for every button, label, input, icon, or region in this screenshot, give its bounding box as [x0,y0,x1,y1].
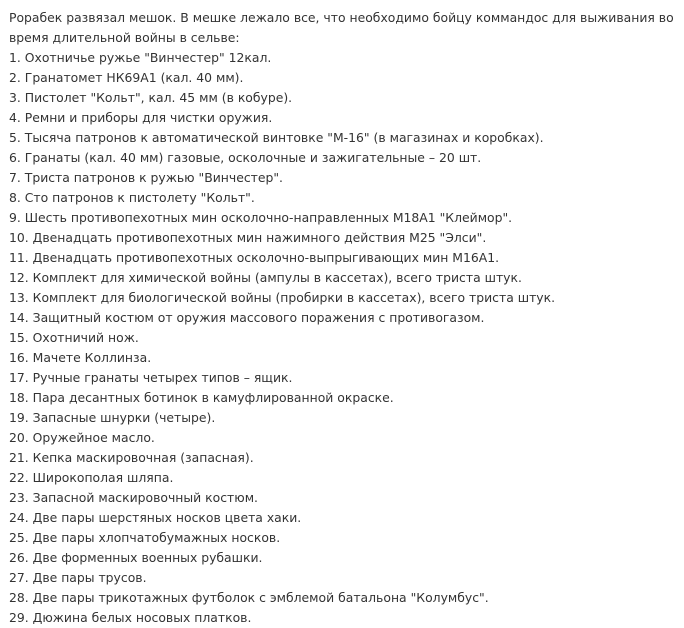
list-item: 29. Дюжина белых носовых платков. [9,610,252,625]
list-item: 17. Ручные гранаты четырех типов – ящик. [9,370,293,385]
list-item: 21. Кепка маскировочная (запасная). [9,450,254,465]
list-item: 3. Пистолет "Кольт", кал. 45 мм (в кобуре). [9,90,293,105]
list-item: 5. Тысяча патронов к автоматической винтовке "М-16" (в магазинах и коробках). [9,130,544,145]
list-item: 23. Запасной маскировочный костюм. [9,490,258,505]
list-item: 14. Защитный костюм от оружия массового поражения с противогазом. [9,310,485,325]
list-item: 4. Ремни и приборы для чистки оружия. [9,110,273,125]
list-item: 18. Пара десантных ботинок в камуфлированной окраске. [9,390,394,405]
list-item: 6. Гранаты (кал. 40 мм) газовые, осколочные и зажигательные – 20 шт. [9,150,482,165]
list-item: 19. Запасные шнурки (четыре). [9,410,216,425]
list-item: 16. Мачете Коллинза. [9,350,152,365]
list-item: 7. Триста патронов к ружью "Винчестер". [9,170,283,185]
list-item: 2. Гранатомет НК69А1 (кал. 40 мм). [9,70,244,85]
equipment-list [9,48,678,628]
list-item: 28. Две пары трикотажных футболок с эмблемой батальона "Колумбус". [9,590,489,605]
list-item: 13. Комплект для биологической войны (пробирки в кассетах), всего триста штук. [9,290,556,305]
list-item: 9. Шесть противопехотных мин осколочно-направленных М18А1 "Клеймор". [9,210,513,225]
list-item: 11. Двенадцать противопехотных осколочно-выпрыгивающих мин М16А1. [9,250,500,265]
list-item: 12. Комплект для химической войны (ампулы в кассетах), всего триста штук. [9,270,522,285]
list-item: 20. Оружейное масло. [9,430,155,445]
list-item: 10. Двенадцать противопехотных мин нажимного действия М25 "Элси". [9,230,487,245]
list-item: 1. Охотничье ружье "Винчестер" 12кал. [9,50,272,65]
list-item: 22. Широкополая шляпа. [9,470,174,485]
list-item: 25. Две пары хлопчатобумажных носков. [9,530,281,545]
list-item: 8. Сто патронов к пистолету "Кольт". [9,190,255,205]
list-item: 15. Охотничий нож. [9,330,139,345]
list-item: 26. Две форменных военных рубашки. [9,550,263,565]
intro-paragraph: Рорабек развязал мешок. В мешке лежало все, что необходимо бойцу коммандос для выживания во время длительной войны в сельве: [9,10,674,45]
list-item: 24. Две пары шерстяных носков цвета хаки. [9,510,302,525]
list-item: 27. Две пары трусов. [9,570,147,585]
